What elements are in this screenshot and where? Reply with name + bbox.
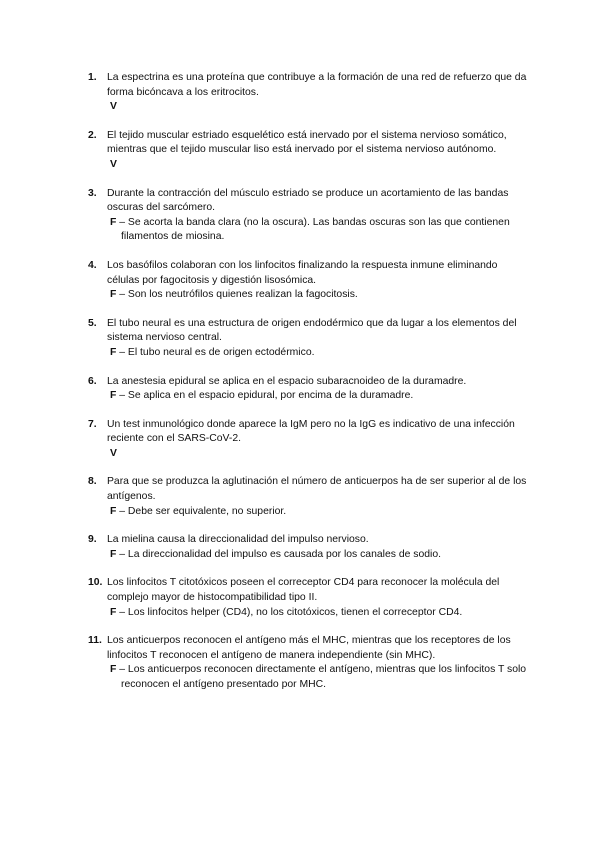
question-body: [107, 317, 528, 361]
answer-letter: F: [110, 289, 117, 301]
question-number: 8.: [88, 476, 97, 488]
question-body: [107, 187, 528, 245]
answer-line: [107, 158, 528, 173]
answer-letter: F: [110, 390, 117, 402]
answer-letter: V: [110, 158, 117, 170]
question-text: La mielina causa la direccionalidad del impulso nervioso.: [107, 534, 369, 546]
question-item: [88, 533, 528, 562]
question-number: 10.: [88, 577, 103, 589]
answer-explanation: – La direccionalidad del impulso es causada por los canales de sodio.: [119, 548, 441, 560]
answer-line: [107, 505, 528, 520]
answer-letter: V: [110, 101, 117, 113]
answer-explanation: – Los linfocitos helper (CD4), no los citotóxicos, tienen el correceptor CD4.: [119, 606, 463, 618]
question-item: [88, 475, 528, 519]
answer-letter: F: [110, 346, 117, 358]
answer-line: [107, 346, 528, 361]
answer-explanation: – Los anticuerpos reconocen directamente el antígeno, mientras que los linfocitos T solo reconocen el antígeno presentado por MHC.: [119, 664, 527, 690]
question-item: [88, 576, 528, 620]
answer-line: [107, 447, 528, 462]
question-text: Para que se produzca la aglutinación el número de anticuerpos ha de ser superior al de los antígenos.: [107, 476, 527, 503]
question-body: [107, 533, 528, 562]
answer-line: [107, 389, 528, 404]
answer-letter: F: [110, 606, 117, 618]
answer-letter: F: [110, 216, 117, 228]
question-number: 7.: [88, 418, 97, 430]
answer-line: [107, 216, 528, 245]
answer-explanation: – Se acorta la banda clara (no la oscura). Las bandas oscuras son las que contienen filamentos de miosina.: [119, 216, 510, 243]
question-text: Durante la contracción del músculo estriado se produce un acortamiento de las bandas oscuras del sarcómero.: [107, 187, 509, 214]
question-number: 3.: [88, 187, 97, 199]
question-item: [88, 129, 528, 173]
answer-letter: F: [110, 548, 117, 560]
question-list: [88, 71, 528, 707]
answer-letter: F: [110, 505, 117, 517]
question-item: [88, 259, 528, 303]
question-text: Los linfocitos T citotóxicos poseen el correceptor CD4 para reconocer la molécula del complejo mayor de histocompatibilidad tipo II.: [107, 577, 500, 604]
question-body: [107, 576, 528, 620]
question-body: [107, 375, 528, 404]
question-item: [88, 375, 528, 404]
question-item: [88, 71, 528, 115]
question-text: El tejido muscular estriado esquelético está inervado por el sistema nervioso somático, mientras que el tejido muscular liso está inervado por el sistema nervioso autónomo.: [107, 129, 507, 156]
question-body: [107, 71, 528, 115]
question-text: Un test inmunológico donde aparece la IgM pero no la IgG es indicativo de una infección reciente con el SARS-CoV-2.: [107, 418, 515, 445]
question-body: [107, 634, 528, 692]
answer-explanation: – Se aplica en el espacio epidural, por encima de la duramadre.: [119, 390, 414, 402]
question-item: [88, 317, 528, 361]
question-number: 11.: [88, 635, 102, 647]
question-number: 1.: [88, 72, 97, 83]
question-number: 6.: [88, 375, 97, 387]
question-body: [107, 129, 528, 173]
question-text: El tubo neural es una estructura de origen endodérmico que da lugar a los elementos del sistema nervioso central.: [107, 317, 517, 344]
answer-explanation: – Son los neutrófilos quienes realizan la fagocitosis.: [119, 289, 358, 301]
question-text: La anestesia epidural se aplica en el espacio subaracnoideo de la duramadre.: [107, 375, 467, 387]
answer-explanation: – Debe ser equivalente, no superior.: [119, 505, 287, 517]
question-item: [88, 634, 528, 692]
question-number: 4.: [88, 259, 97, 271]
question-number: 2.: [88, 129, 97, 141]
question-body: [107, 418, 528, 462]
answer-line: [107, 663, 528, 692]
answer-explanation: – El tubo neural es de origen ectodérmico.: [119, 346, 315, 358]
answer-letter: V: [110, 447, 117, 459]
question-text: Los basófilos colaboran con los linfocitos finalizando la respuesta inmune eliminando células por fagocitosis y digestión lisosómica.: [107, 259, 498, 286]
question-body: [107, 259, 528, 303]
answer-line: [107, 548, 528, 563]
question-text: La espectrina es una proteína que contribuye a la formación de una red de refuerzo que da forma bicóncava a los eritrocitos.: [107, 72, 527, 98]
answer-letter: F: [110, 664, 117, 676]
question-body: [107, 475, 528, 519]
question-number: 9.: [88, 534, 97, 546]
answer-line: [107, 100, 528, 115]
question-item: [88, 187, 528, 245]
answer-line: [107, 288, 528, 303]
question-text: Los anticuerpos reconocen el antígeno más el MHC, mientras que los receptores de los linfocitos T reconocen el antígeno de manera independiente (sin MHC).: [107, 635, 511, 661]
question-item: [88, 418, 528, 462]
question-number: 5.: [88, 317, 97, 329]
answer-line: [107, 606, 528, 621]
